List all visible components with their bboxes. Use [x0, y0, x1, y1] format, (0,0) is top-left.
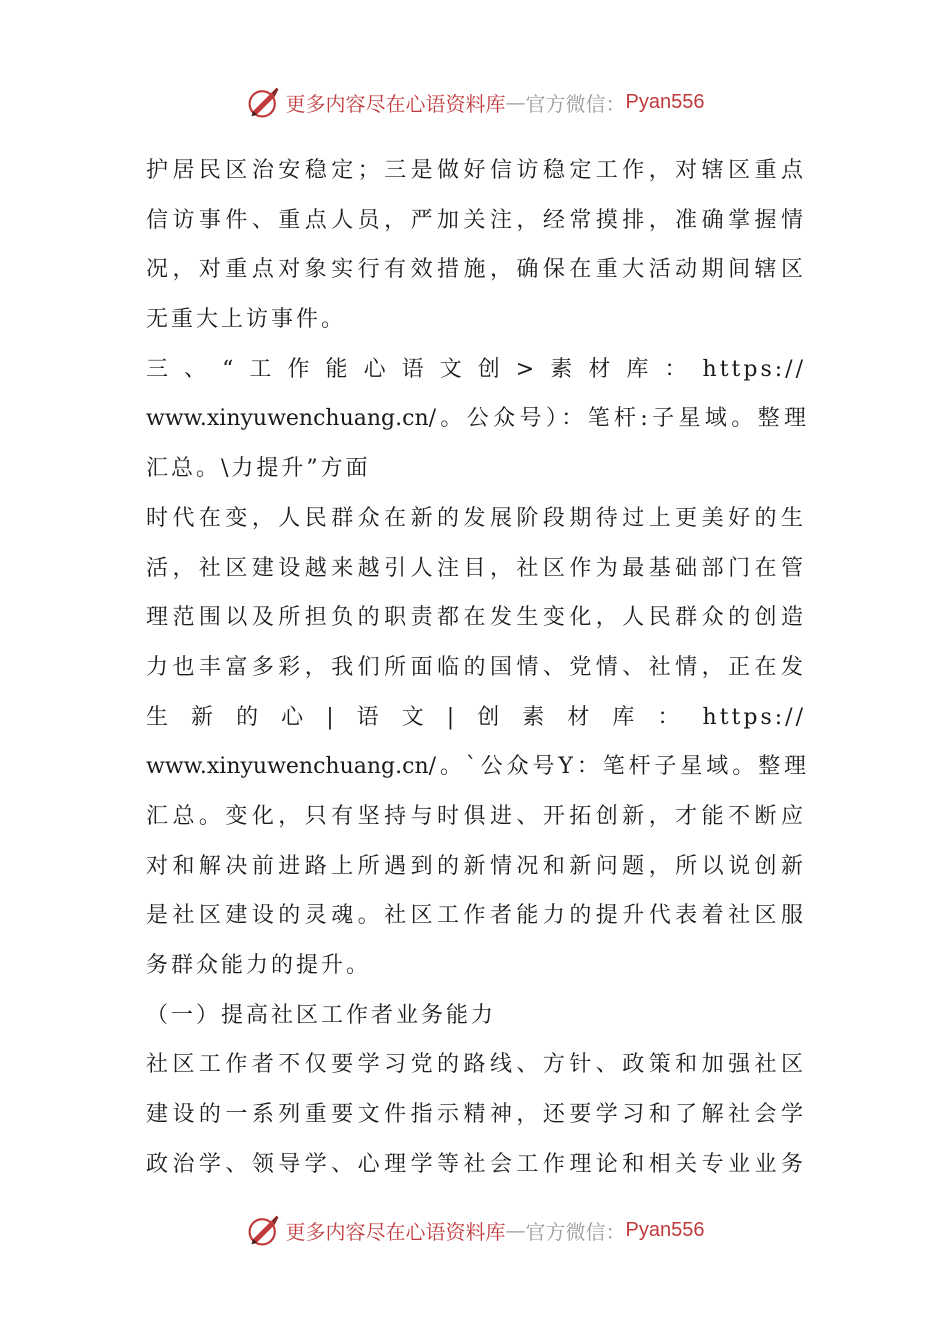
- pen-logo-icon: [246, 1212, 282, 1248]
- text-line: 力也丰富多彩，我们所面临的国情、党情、社情，正在发: [146, 654, 806, 680]
- footer-wechat-id: Pyan556: [625, 1218, 705, 1241]
- header-wechat-label: 官方微信：: [525, 91, 626, 116]
- text-line: 理范围以及所担负的职责都在发生变化，人民群众的创造: [146, 605, 806, 631]
- text-line: 对和解决前进路上所遇到的新情况和新问题，所以说创新: [146, 853, 806, 879]
- body-text: [146, 146, 806, 1189]
- text-line: 时代在变，人民群众在新的发展阶段期待过上更美好的生: [146, 505, 806, 531]
- text-line: 汇总。\力提升”方面: [146, 456, 371, 482]
- text-line: 汇总。变化，只有坚持与时俱进、开拓创新，才能不断应: [146, 803, 806, 829]
- header-separator: —: [505, 90, 526, 114]
- text-line: 建设的一系列重要文件指示精神，还要学习和了解社会学: [146, 1102, 806, 1128]
- text-line: 务群众能力的提升。: [146, 953, 372, 978]
- text-line: 活，社区建设越来越引人注目，社区作为最基础部门在管: [146, 555, 806, 581]
- header-watermark: [0, 82, 950, 122]
- text-line: 政治学、领导学、心理学等社会工作理论和相关专业业务: [146, 1151, 806, 1177]
- subsection-heading: （一）提高社区工作者业务能力: [146, 1002, 497, 1028]
- section-heading-line: 三、“工作能心语文创>素材库：https://: [146, 356, 806, 382]
- header-wechat-id: Pyan556: [625, 90, 705, 113]
- text-line: 况，对重点对象实行有效措施，确保在重大活动期间辖区: [146, 257, 806, 283]
- footer-separator: —: [505, 1218, 526, 1242]
- text-line: 无重大上访事件。: [146, 307, 347, 333]
- text-line: 生新的心|语文|创素材库：https://: [146, 704, 806, 730]
- text-line: 社区工作者不仅要学习党的路线、方针、政策和加强社区: [146, 1052, 806, 1078]
- text-line: www.xinyuwenchuang.cn/。`公众号Y：笔杆子星域。整理: [146, 754, 806, 780]
- footer-watermark: [0, 1210, 950, 1250]
- text-line: 护居民区治安稳定；三是做好信访稳定工作，对辖区重点: [146, 158, 806, 183]
- text-line: www.xinyuwenchuang.cn/。公众号）：笔杆:子星域。整理: [146, 406, 806, 432]
- text-line: 信访事件、重点人员，严加关注，经常摸排，准确掌握情: [146, 207, 806, 233]
- footer-wechat-label: 官方微信：: [525, 1219, 626, 1244]
- header-site-text: 更多内容尽在心语资料库: [285, 91, 506, 116]
- pen-logo-icon: [246, 84, 282, 120]
- footer-site-text: 更多内容尽在心语资料库: [285, 1219, 506, 1244]
- text-line: 是社区建设的灵魂。社区工作者能力的提升代表着社区服: [146, 903, 806, 929]
